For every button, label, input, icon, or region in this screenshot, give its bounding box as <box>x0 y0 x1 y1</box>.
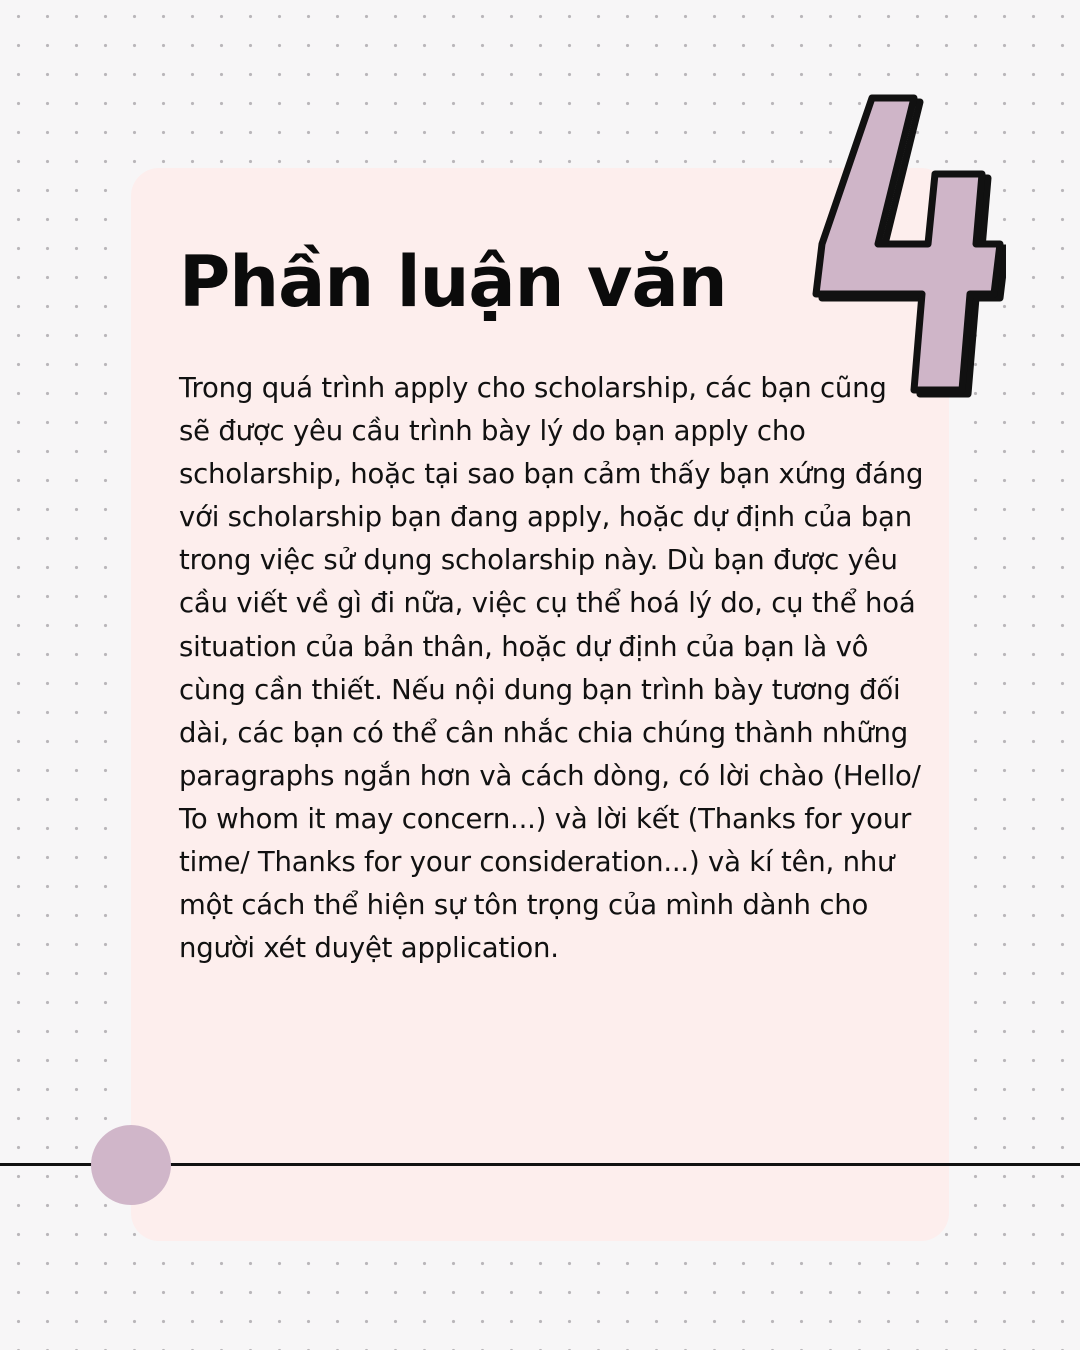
slide-number: 4 <box>901 283 903 285</box>
decorative-circle <box>91 1125 171 1205</box>
slide-number-badge <box>796 84 1006 400</box>
body-paragraph: Trong quá trình apply cho scholarship, các bạn cũng sẽ được yêu cầu trình bày lý do bạn apply cho scholarship, hoặc tại sao bạn cảm thấy bạn xứng đáng với scholarship bạn đang apply, hoặc dự định của bạn trong việc sử dụng scholarship này. Dù bạn được yêu cầu viết về gì đi nữa, việc cụ thể hoá lý do, cụ thể hoá situation của bản thân, hoặc dự định của bạn là vô cùng cần thiết. Nếu nội dung bạn trình bày tương đối dài, các bạn có thể cân nhắc chia chúng thành những paragraphs ngắn hơn và cách dòng, có lời chào (Hello/ To whom it may concern...) và lời kết (Thanks for your time/ Thanks for your consideration...) và kí tên, như một cách thể hiện sự tôn trọng của mình dành cho người xét duyệt application. <box>179 372 924 965</box>
slide-title: Phần luận văn <box>179 241 727 323</box>
